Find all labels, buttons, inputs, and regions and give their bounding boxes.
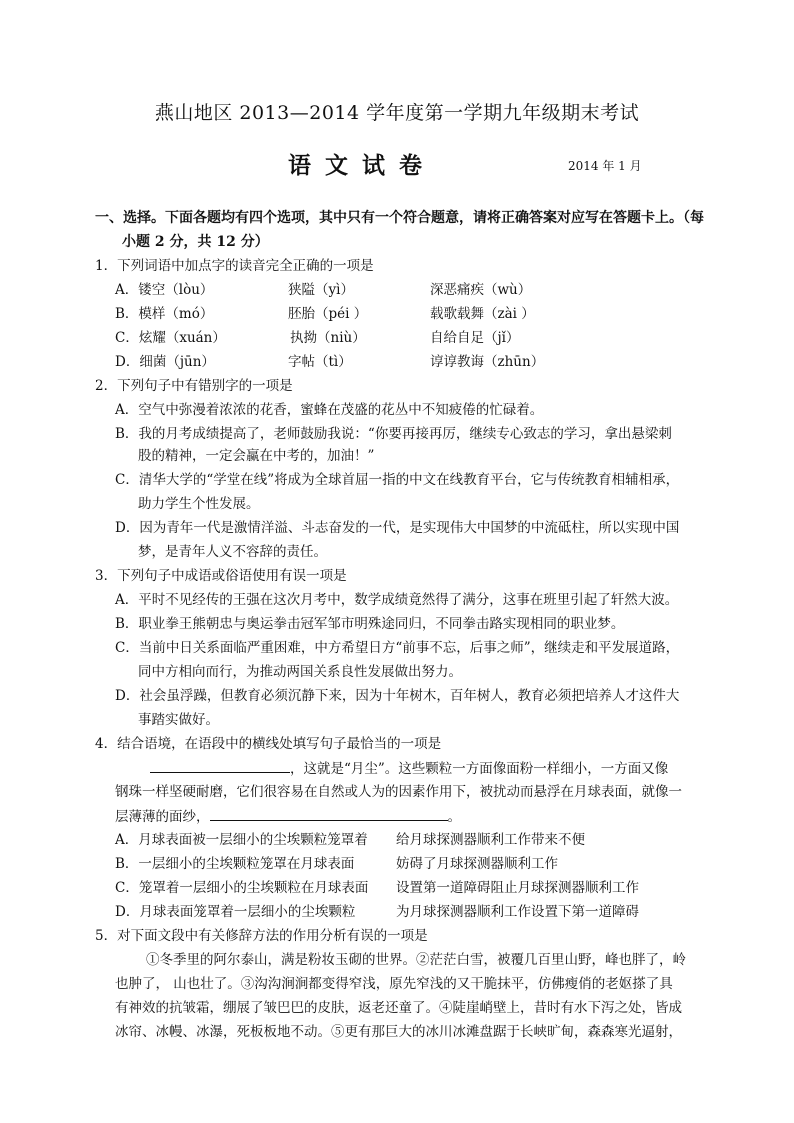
- answer-blank: [210, 806, 448, 821]
- exam-date: 2014 年 1 月: [568, 159, 642, 173]
- q1-option: 载歌载舞（zài ）: [430, 306, 535, 322]
- q3-option-c: C．当前中日关系面临严重困难，中方希望日方“前事不忘，后事之师”，继续走和平发展道路，: [115, 640, 680, 656]
- q1-option: B．模样（mó）: [115, 306, 214, 322]
- q1-option: 深恶痛疾（wù）: [430, 282, 532, 298]
- q4-passage-line: [115, 806, 461, 827]
- q4-option-c-text: 设置第一道障碍阻止月球探测器顺利工作: [396, 880, 639, 896]
- q4-passage-line: 钢珠一样坚硬耐磨，它们很容易在自然或人为的因素作用下，被扰动而悬浮在月球表面，就像一: [115, 784, 682, 800]
- q3-option-c-cont: 同中方相向而行，为推动两国关系良性发展做出努力。: [138, 664, 462, 680]
- q1-option: 字帖（tì）: [288, 354, 352, 370]
- q4-option-d: D．月球表面笼罩着一层细小的尘埃颗粒: [115, 904, 356, 920]
- q5-passage-line: 也肿了， 山也壮了。③沟沟涧涧都变得窄浅，原先窄浅的又干脆抹平，仿佛瘦俏的老妪搽了具: [115, 976, 673, 992]
- q2-option-b-cont: 股的精神，一定会赢在中考的，加油！”: [138, 448, 375, 464]
- q4-passage-text: 。: [447, 809, 461, 825]
- q1-option: A．镂空（lòu）: [115, 282, 214, 298]
- q5-stem: 5．对下面文段中有关修辞方法的作用分析有误的一项是: [95, 928, 428, 944]
- q4-passage-line: [150, 758, 668, 779]
- q4-option-a: A．月球表面被一层细小的尘埃颗粒笼罩着: [115, 832, 368, 848]
- q4-option-d-text: 为月球探测器顺利工作设置下第一道障碍: [396, 904, 639, 920]
- q1-option: C．炫耀（xuán）: [115, 330, 226, 346]
- q3-option-b: B．职业拳王熊朝忠与奥运拳击冠军邹市明殊途同归，不同拳击路实现相同的职业梦。: [115, 616, 625, 632]
- q2-option-b: B．我的月考成绩提高了，老师鼓励我说：“你要再接再厉，继续专心致志的学习，拿出悬梁刺: [115, 426, 672, 442]
- q4-option-a-text: 给月球探测器顺利工作带来不便: [396, 832, 585, 848]
- exam-subject-title: 语文试卷: [288, 152, 436, 179]
- answer-blank: [150, 758, 290, 773]
- q5-passage-line: 冰帘、冰幔、冰瀑，死板板地不动。⑤更有那巨大的冰川冰滩盘踞于长峡旷甸，森森寒光逼射，: [115, 1024, 682, 1040]
- q4-stem: 4．结合语境，在语段中的横线处填写句子最恰当的一项是: [95, 736, 442, 752]
- q1-option: 狭隘（yì）: [288, 282, 354, 298]
- q1-option: 谆谆教诲（zhūn）: [430, 354, 545, 370]
- q1-option: D．细菌（jūn）: [115, 354, 215, 370]
- q3-option-d-cont: 事踏实做好。: [138, 712, 219, 728]
- q3-stem: 3．下列句子中成语或俗语使用有误一项是: [95, 568, 347, 584]
- q2-option-c-cont: 助力学生个性发展。: [138, 496, 260, 512]
- q4-option-b-text: 妨碍了月球探测器顺利工作: [396, 856, 558, 872]
- q2-option-d: D．因为青年一代是激情洋溢、斗志奋发的一代，是实现伟大中国梦的中流砥柱，所以实现中国: [115, 520, 680, 536]
- q2-option-d-cont: 梦，是青年人义不容辞的责任。: [138, 544, 327, 560]
- q3-option-d: D．社会虽浮躁，但教育必须沉静下来，因为十年树木，百年树人，教育必须把培养人才这件大: [115, 688, 680, 704]
- q4-option-c: C．笼罩着一层细小的尘埃颗粒在月球表面: [115, 880, 369, 896]
- section-1-heading-cont: 小题 2 分，共 12 分）: [122, 234, 269, 250]
- q4-option-b: B．一层细小的尘埃颗粒笼罩在月球表面: [115, 856, 355, 872]
- q3-option-a: A．平时不见经传的王强在这次月考中，数学成绩竟然得了满分，这事在班里引起了轩然大波。: [115, 592, 679, 608]
- q5-passage-line: ①冬季里的阿尔泰山，满是粉妆玉砌的世界。②茫茫白雪，被覆几百里山野，峰也胖了，岭: [146, 952, 686, 968]
- q1-option: 自给自足（jǐ）: [430, 330, 520, 346]
- q5-passage-line: 有神效的抗皱霜，绷展了皱巴巴的皮肤，返老还童了。④陡崖峭壁上，昔时有水下泻之处，皆成: [115, 1000, 682, 1016]
- section-1-heading: 一、选择。下面各题均有四个选项，其中只有一个符合题意，请将正确答案对应写在答题卡上。（每: [95, 210, 704, 226]
- q4-passage-text: ，这就是“月尘”。这些颗粒一方面像面粉一样细小，一方面又像: [290, 761, 669, 777]
- q2-option-a: A．空气中弥漫着浓浓的花香，蜜蜂在茂盛的花丛中不知疲倦的忙碌着。: [115, 402, 544, 418]
- exam-title: 燕山地区 2013—2014 学年度第一学期九年级期末考试: [154, 102, 640, 124]
- q4-passage-text: 层薄薄的面纱，: [115, 809, 210, 825]
- q1-stem: 1．下列词语中加点字的读音完全正确的一项是: [95, 258, 374, 274]
- q1-option: 胚胎（péi ）: [288, 306, 368, 322]
- q2-option-c: C．清华大学的“学堂在线”将成为全球首屈一指的中文在线教育平台，它与传统教育相辅相承，: [115, 472, 680, 488]
- q2-stem: 2．下列句子中有错别字的一项是: [95, 378, 293, 394]
- q1-option: 执拗（niù）: [290, 330, 366, 346]
